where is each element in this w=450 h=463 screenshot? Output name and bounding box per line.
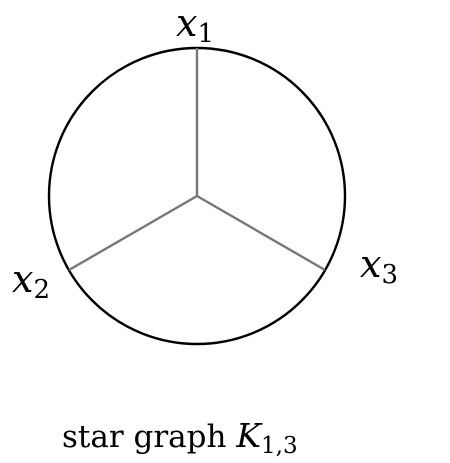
- vertex-label-x1: x1: [176, 1, 214, 49]
- diagram-caption: star graph K1,3: [62, 416, 298, 459]
- edge-center-x3: [197, 196, 325, 270]
- vertex-label-x3: x3: [360, 242, 398, 290]
- edge-center-x2: [69, 196, 197, 270]
- vertex-label-x2: x2: [12, 257, 50, 305]
